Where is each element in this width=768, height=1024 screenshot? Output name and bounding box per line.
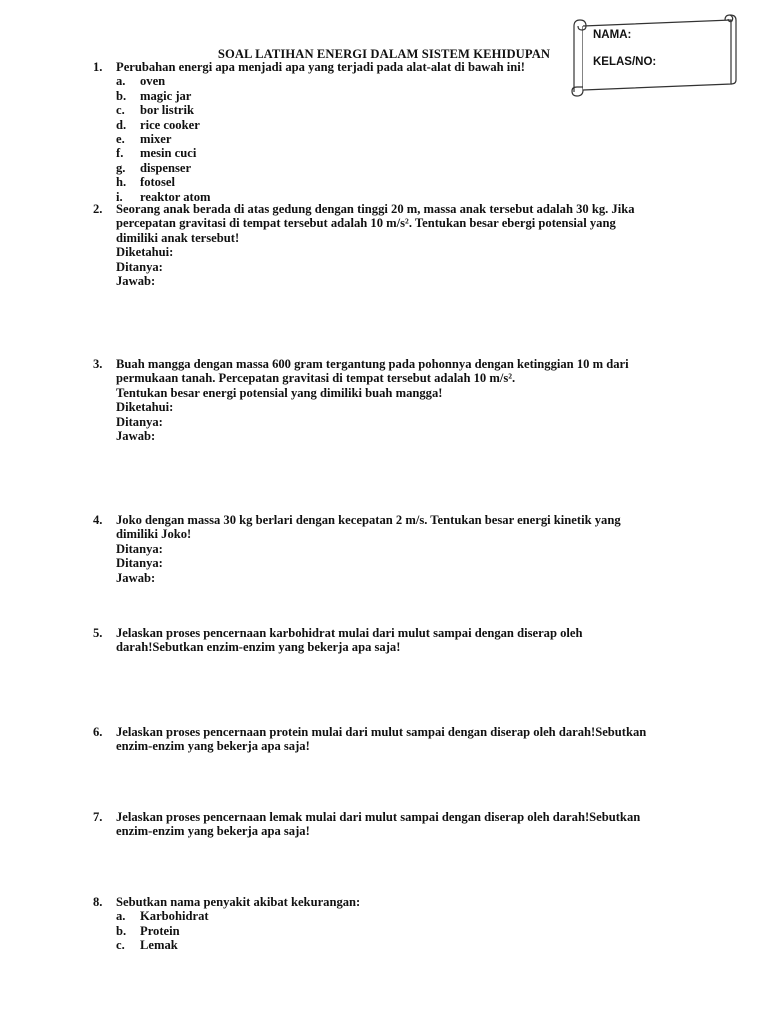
option-item (116, 118, 713, 132)
question-text: permukaan tanah. Percepatan gravitasi di tempat tersebut adalah 10 m/s². (116, 371, 516, 386)
option-item (116, 175, 713, 189)
option-text: dispenser (140, 160, 192, 175)
question-text: Sebutkan nama penyakit akibat kekurangan: (116, 895, 361, 909)
option-text: mesin cuci (140, 146, 197, 161)
question-number: 8. (93, 895, 103, 909)
answer-label: Jawab: (116, 274, 156, 289)
question-text: Buah mangga dengan massa 600 gram tergantung pada pohonnya dengan ketinggian 10 m dari (116, 357, 629, 371)
option-text: reaktor atom (140, 189, 211, 204)
question-4 (93, 513, 713, 585)
known-label: Diketahui: (116, 400, 174, 415)
name-label: NAMA: (593, 29, 632, 41)
option-letter: g. (116, 160, 126, 175)
question-text: dimiliki Joko! (116, 527, 192, 542)
question-6 (93, 725, 713, 754)
option-item (116, 103, 713, 117)
option-letter: e. (116, 132, 125, 147)
question-number: 4. (93, 513, 103, 527)
option-text: rice cooker (140, 117, 200, 132)
option-item (116, 161, 713, 175)
option-text: Karbohidrat (140, 909, 209, 924)
question-text: Jelaskan proses pencernaan karbohidrat mulai dari mulut sampai dengan diserap oleh (116, 626, 583, 640)
option-text: Protein (140, 923, 180, 938)
class-label: KELAS/NO: (593, 56, 657, 68)
option-item (116, 909, 713, 923)
option-item (116, 938, 713, 952)
option-text: fotosel (140, 175, 175, 190)
option-text: magic jar (140, 88, 192, 103)
asked-label: Ditanya: (116, 556, 163, 571)
question-number: 2. (93, 202, 103, 216)
question-text: Tentukan besar energi potensial yang dimiliki buah mangga! (116, 385, 443, 400)
option-text: oven (140, 74, 166, 89)
answer-label: Jawab: (116, 429, 156, 444)
question-text: Seorang anak berada di atas gedung dengan tinggi 20 m, massa anak tersebut adalah 30 kg. Jika (116, 202, 635, 216)
asked-label: Ditanya: (116, 414, 163, 429)
option-text: bor listrik (140, 103, 194, 118)
option-letter: a. (116, 909, 126, 924)
question-number: 7. (93, 810, 103, 824)
question-text: enzim-enzim yang bekerja apa saja! (116, 824, 310, 839)
option-text: mixer (140, 132, 172, 147)
question-5 (93, 626, 713, 655)
question-text: percepatan gravitasi di tempat tersebut adalah 10 m/s². Tentukan besar ebergi potensial yang (116, 216, 616, 231)
option-letter: c. (116, 103, 125, 118)
question-8 (93, 895, 713, 953)
option-letter: b. (116, 88, 127, 103)
option-item (116, 132, 713, 146)
option-letter: h. (116, 175, 127, 190)
question-number: 1. (93, 60, 103, 74)
question-2 (93, 202, 713, 288)
question-text: Perubahan energi apa menjadi apa yang terjadi pada alat-alat di bawah ini! (116, 60, 525, 74)
answer-label: Jawab: (116, 570, 156, 585)
question-text: enzim-enzim yang bekerja apa saja! (116, 739, 310, 754)
option-item (116, 89, 713, 103)
question-text: darah!Sebutkan enzim-enzim yang bekerja apa saja! (116, 640, 401, 655)
option-item (116, 924, 713, 938)
question-number: 5. (93, 626, 103, 640)
option-letter: b. (116, 923, 127, 938)
question-3 (93, 357, 713, 443)
question-number: 6. (93, 725, 103, 739)
question-number: 3. (93, 357, 103, 371)
option-letter: d. (116, 117, 127, 132)
question-text: dimiliki anak tersebut! (116, 230, 240, 245)
option-letter: c. (116, 938, 125, 953)
option-item (116, 146, 713, 160)
option-item (116, 74, 713, 88)
option-text: Lemak (140, 938, 178, 953)
asked-label: Ditanya: (116, 259, 163, 274)
question-text: Joko dengan massa 30 kg berlari dengan kecepatan 2 m/s. Tentukan besar energi kinetik yang (116, 513, 621, 527)
question-1 (93, 60, 713, 204)
option-letter: a. (116, 74, 126, 89)
known-label: Diketahui: (116, 245, 174, 260)
question-text: Jelaskan proses pencernaan lemak mulai dari mulut sampai dengan diserap oleh darah!Sebutkan (116, 810, 641, 824)
question-text: Jelaskan proses pencernaan protein mulai dari mulut sampai dengan diserap oleh darah!Sebutkan (116, 725, 647, 739)
option-letter: i. (116, 189, 123, 204)
option-letter: f. (116, 146, 124, 161)
asked-label: Ditanya: (116, 541, 163, 556)
page-title: SOAL LATIHAN ENERGI DALAM SISTEM KEHIDUPAN (217, 47, 551, 61)
question-7 (93, 810, 713, 839)
